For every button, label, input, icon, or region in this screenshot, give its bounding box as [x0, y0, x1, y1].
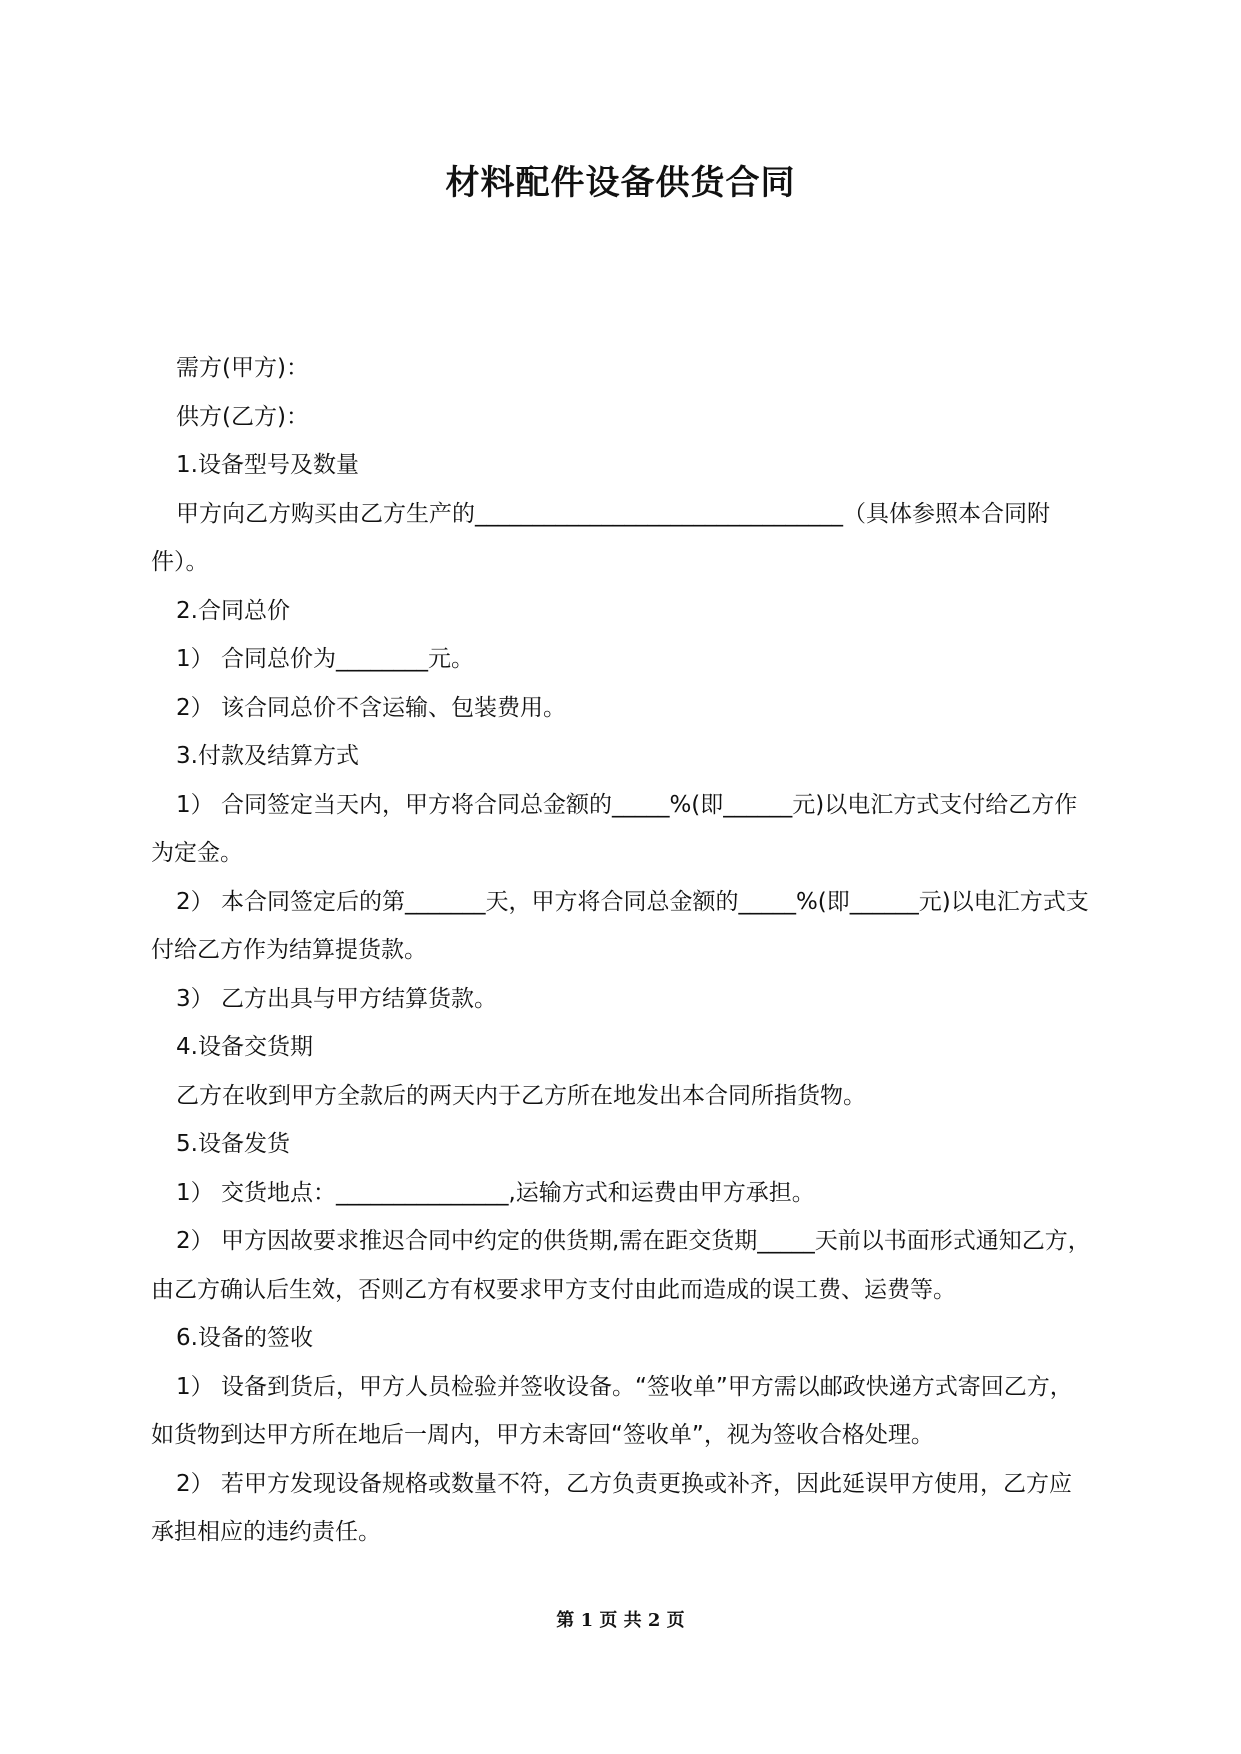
section-heading-5: 5.设备发货: [176, 1131, 290, 1157]
section-5-item-1: 1） 交货地点：_______________,运输方式和运费由甲方承担。: [176, 1179, 815, 1206]
page-footer: 第 1 页 共 2 页: [556, 1610, 685, 1631]
section-2-item-1: 1） 合同总价为________元。: [176, 646, 474, 672]
section-6-item-2: 2） 若甲方发现设备规格或数量不符，乙方负责更换或补齐，因此延误甲方使用，乙方应承担相应的违约责任。: [151, 1470, 1072, 1545]
section-heading-2: 2.合同总价: [176, 597, 290, 624]
document-title: 材料配件设备供货合同: [445, 163, 796, 203]
section-heading-3: 3.付款及结算方式: [176, 743, 359, 769]
section-3-item-3: 3） 乙方出具与甲方结算货款。: [176, 985, 497, 1012]
section-heading-6: 6.设备的签收: [176, 1325, 313, 1351]
section-1-paragraph: 甲方向乙方购买由乙方生产的________________________________（具体参照本合同附件）。: [151, 500, 1050, 575]
section-3-item-1: 1） 合同签定当天内，甲方将合同总金额的_____%(即______元)以电汇方式支付给乙方作为定金。: [151, 791, 1078, 866]
section-3-item-2: 2） 本合同签定后的第_______天，甲方将合同总金额的_____%(即______元)以电汇方式支付给乙方作为结算提货款。: [151, 888, 1089, 963]
section-2-item-2: 2） 该合同总价不含运输、包装费用。: [176, 694, 566, 721]
section-4-paragraph: 乙方在收到甲方全款后的两天内于乙方所在地发出本合同所指货物。: [176, 1082, 866, 1109]
section-6-item-1: 1） 设备到货后，甲方人员检验并签收设备。“签收单”甲方需以邮政快递方式寄回乙方，如货物到达甲方所在地后一周内，甲方未寄回“签收单”，视为签收合格处理。: [151, 1373, 1073, 1448]
party-b-line: 供方(乙方)：: [176, 403, 309, 430]
party-a-line: 需方(甲方)：: [176, 355, 309, 381]
section-5-item-2: 2） 甲方因故要求推迟合同中约定的供货期,需在距交货期_____天前以书面形式通知乙方，由乙方确认后生效，否则乙方有权要求甲方支付由此而造成的误工费、运费等。: [151, 1228, 1091, 1303]
section-heading-4: 4.设备交货期: [176, 1034, 313, 1060]
section-heading-1: 1.设备型号及数量: [176, 452, 359, 478]
document-body: [151, 344, 1091, 1557]
